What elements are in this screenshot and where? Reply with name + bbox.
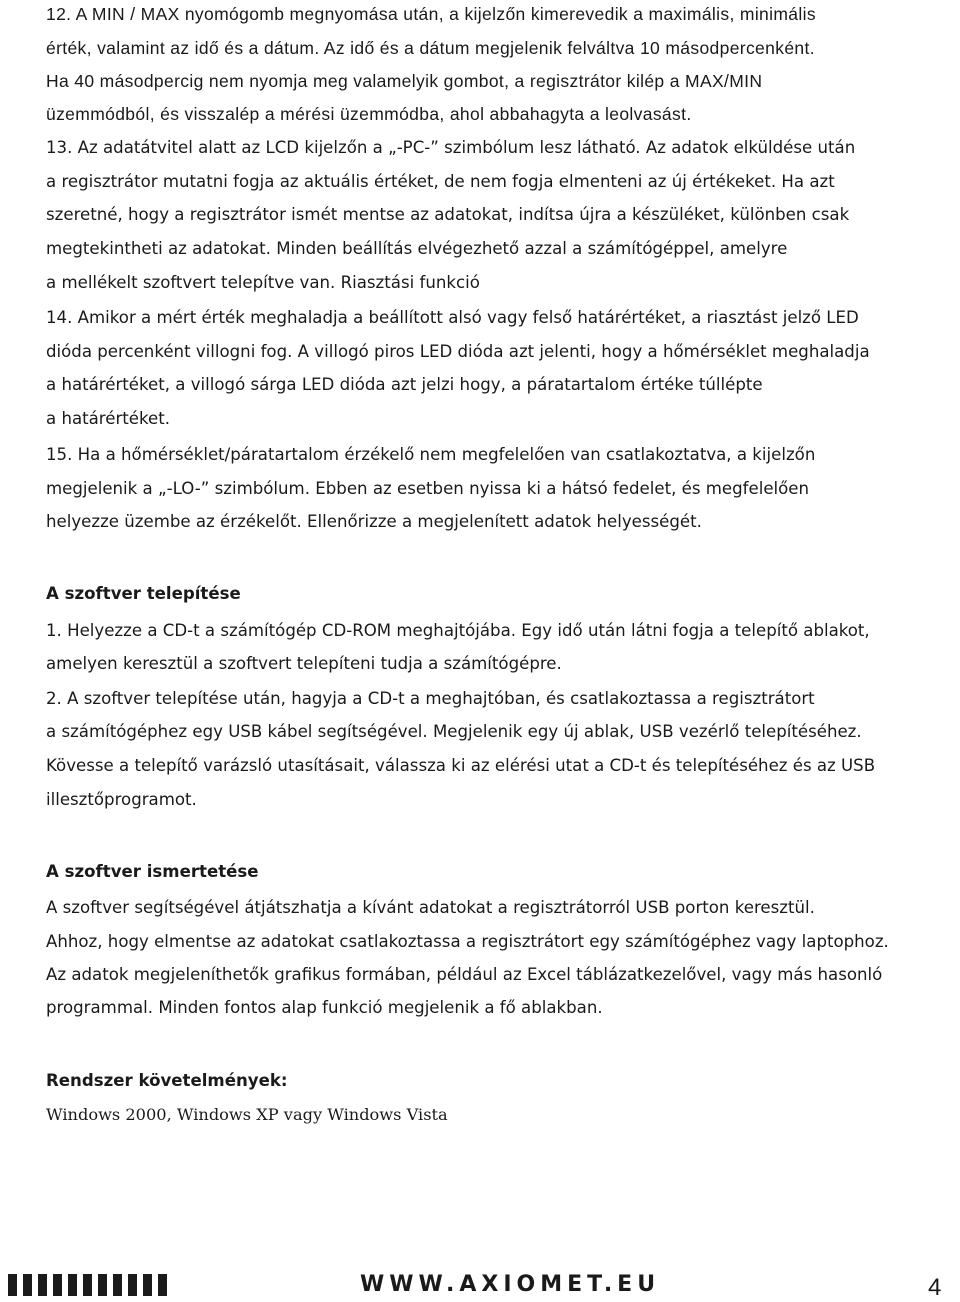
paragraph-14-line-1: 14. Amikor a mért érték meghaladja a beállított alsó vagy felső határértéket, a riasztást jelző LED <box>46 308 859 327</box>
software-line-3: Az adatok megjeleníthetők grafikus formában, például az Excel táblázatkezelővel, vagy más hasonló <box>46 965 883 984</box>
install-line-1: 1. Helyezze a CD-t a számítógép CD-ROM meghajtójába. Egy idő után látni fogja a telepítő ablakot, <box>46 621 870 640</box>
page-number: 4 <box>928 1274 942 1301</box>
paragraph-15-line-2: megjelenik a „-LO-” szimbólum. Ebben az esetben nyissa ki a hátsó fedelet, és megfelelően <box>46 479 810 498</box>
install-line-4: a számítógéphez egy USB kábel segítségével. Megjelenik egy új ablak, USB vezérlő telepítéséhez. <box>46 722 862 741</box>
section-heading-install: A szoftver telepítése <box>46 584 241 603</box>
footer-website: WWW.AXIOMET.EU <box>360 1272 661 1297</box>
barcode-logo-icon <box>8 1274 167 1296</box>
install-line-6: illesztőprogramot. <box>46 790 197 809</box>
paragraph-14-line-2: dióda percenként villogni fog. A villogó piros LED dióda azt jelenti, hogy a hőmérséklet meghaladja <box>46 342 870 361</box>
paragraph-13-line-3: szeretné, hogy a regisztrátor ismét mentse az adatokat, indítsa újra a készüléket, különben csak <box>46 205 850 224</box>
software-line-2: Ahhoz, hogy elmentse az adatokat csatlakoztassa a regisztrátort egy számítógéphez vagy laptophoz. <box>46 932 889 951</box>
install-line-3: 2. A szoftver telepítése után, hagyja a CD-t a meghajtóban, és csatlakoztassa a regisztrátort <box>46 689 815 708</box>
paragraph-13-line-1: 13. Az adatátvitel alatt az LCD kijelzőn a „-PC-” szimbólum lesz látható. Az adatok elküldése után <box>46 138 856 157</box>
paragraph-15-line-1: 15. Ha a hőmérséklet/páratartalom érzékelő nem megfelelően van csatlakoztatva, a kijelzőn <box>46 445 816 464</box>
paragraph-15-line-3: helyezze üzembe az érzékelőt. Ellenőrizze a megjelenített adatok helyességét. <box>46 512 702 531</box>
software-line-4: programmal. Minden fontos alap funkció megjelenik a fő ablakban. <box>46 998 603 1017</box>
paragraph-13-line-2: a regisztrátor mutatni fogja az aktuális értéket, de nem fogja elmenteni az új értékeket. Ha azt <box>46 172 835 191</box>
software-line-1: A szoftver segítségével átjátszhatja a kívánt adatokat a regisztrátorról USB porton keresztül. <box>46 898 815 917</box>
section-heading-software: A szoftver ismertetése <box>46 862 259 881</box>
requirements-line-1: Windows 2000, Windows XP vagy Windows Vista <box>46 1105 448 1124</box>
paragraph-13-line-5: a mellékelt szoftvert telepítve van. Riasztási funkció <box>46 273 480 292</box>
section-heading-requirements: Rendszer követelmények: <box>46 1071 288 1090</box>
paragraph-12-line-4: üzemmódból, és visszalép a mérési üzemmódba, ahol abbahagyta a leolvasást. <box>46 104 692 124</box>
paragraph-14-line-3: a határértéket, a villogó sárga LED dióda azt jelzi hogy, a páratartalom értéke túllépte <box>46 375 763 394</box>
paragraph-13-line-4: megtekintheti az adatokat. Minden beállítás elvégezhető azzal a számítógéppel, amelyre <box>46 239 788 258</box>
install-line-5: Kövesse a telepítő varázsló utasításait, válassza ki az elérési utat a CD-t és telepítéséhez és az USB <box>46 756 876 775</box>
paragraph-12-line-3: Ha 40 másodpercig nem nyomja meg valamelyik gombot, a regisztrátor kilép a MAX/MIN <box>46 71 763 91</box>
paragraph-12-line-2: érték, valamint az idő és a dátum. Az idő és a dátum megjelenik felváltva 10 másodpercenként. <box>46 38 815 58</box>
install-line-2: amelyen keresztül a szoftvert telepíteni tudja a számítógépre. <box>46 654 562 673</box>
paragraph-12-line-1: 12. A MIN / MAX nyomógomb megnyomása után, a kijelzőn kimerevedik a maximális, minimális <box>46 4 816 24</box>
paragraph-14-line-4: a határértéket. <box>46 409 171 428</box>
